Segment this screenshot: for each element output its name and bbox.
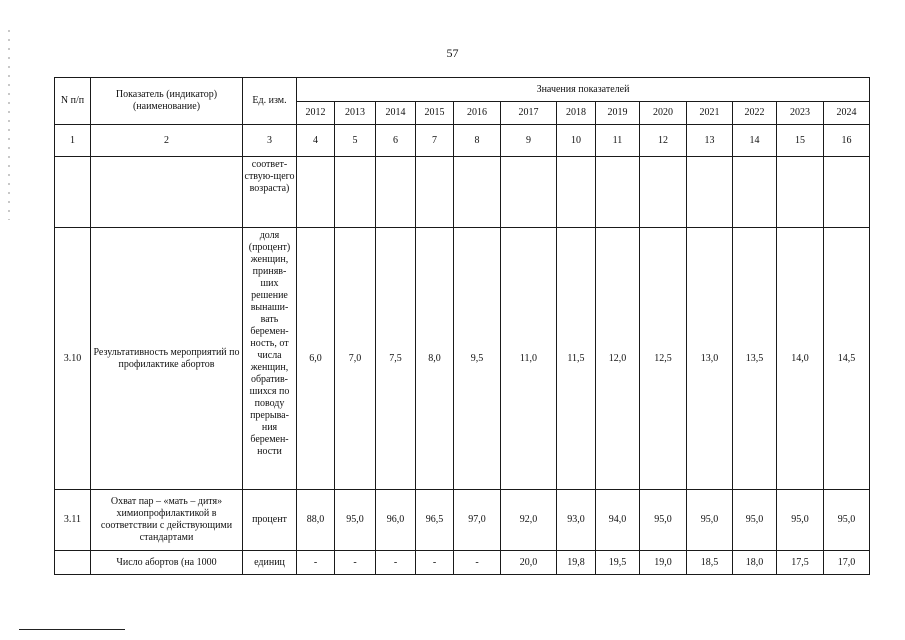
value-cell: 13,5 <box>733 228 777 490</box>
year-cell: 2012 <box>297 102 335 125</box>
value-cell: 96,5 <box>416 490 454 551</box>
value-cell: 12,5 <box>640 228 687 490</box>
row-number: 3.10 <box>55 228 91 490</box>
column-number-cell: 6 <box>376 125 416 157</box>
value-cell <box>416 157 454 228</box>
value-cell: 95,0 <box>777 490 824 551</box>
value-cell: 18,5 <box>687 551 733 575</box>
column-number-cell: 12 <box>640 125 687 157</box>
column-number-cell: 9 <box>501 125 557 157</box>
value-cell <box>335 157 376 228</box>
page-number: 57 <box>446 46 459 60</box>
value-cell <box>824 157 870 228</box>
value-cell: 20,0 <box>501 551 557 575</box>
value-cell: 19,0 <box>640 551 687 575</box>
value-cell: - <box>416 551 454 575</box>
value-cell: 14,0 <box>777 228 824 490</box>
value-cell <box>687 157 733 228</box>
row-indicator-name: Результативность мероприятий по профилактике абортов <box>91 228 243 490</box>
row-indicator-name: Охват пар – «мать – дитя» химиопрофилактикой в соответствии с действующими стандартами <box>91 490 243 551</box>
value-cell <box>297 157 335 228</box>
value-cell: 8,0 <box>416 228 454 490</box>
value-cell: 9,5 <box>454 228 501 490</box>
value-cell: 96,0 <box>376 490 416 551</box>
year-cell: 2016 <box>454 102 501 125</box>
column-number-cell: 4 <box>297 125 335 157</box>
value-cell: 95,0 <box>687 490 733 551</box>
column-number-cell: 11 <box>596 125 640 157</box>
column-number-cell: 14 <box>733 125 777 157</box>
value-cell: 19,8 <box>557 551 596 575</box>
table-row <box>55 157 870 228</box>
value-cell: 18,0 <box>733 551 777 575</box>
value-cell <box>454 157 501 228</box>
value-cell <box>733 157 777 228</box>
column-number-cell: 10 <box>557 125 596 157</box>
value-cell: 7,5 <box>376 228 416 490</box>
year-cell: 2014 <box>376 102 416 125</box>
row-number <box>55 551 91 575</box>
column-number-cell: 16 <box>824 125 870 157</box>
year-cell: 2023 <box>777 102 824 125</box>
value-cell: - <box>297 551 335 575</box>
value-cell: 97,0 <box>454 490 501 551</box>
column-number-cell: 5 <box>335 125 376 157</box>
header-unit: Ед. изм. <box>243 78 297 125</box>
row-indicator-name <box>91 157 243 228</box>
header-col-num: N п/п <box>55 78 91 125</box>
table-row <box>55 228 870 490</box>
row-unit: доля (процент) женщин, приняв-ших решение вынаши-вать беремен-ность, от числа женщин, обратив-шихся по поводу прерыва-ния беремен-ности <box>243 228 297 490</box>
value-cell: 92,0 <box>501 490 557 551</box>
value-cell: 11,5 <box>557 228 596 490</box>
value-cell <box>376 157 416 228</box>
value-cell: 7,0 <box>335 228 376 490</box>
value-cell: 17,5 <box>777 551 824 575</box>
row-unit: единиц <box>243 551 297 575</box>
value-cell: 95,0 <box>733 490 777 551</box>
row-number <box>55 157 91 228</box>
value-cell: 11,0 <box>501 228 557 490</box>
header-indicator: Показатель (индикатор) (наименование) <box>91 78 243 125</box>
value-cell <box>777 157 824 228</box>
value-cell: 12,0 <box>596 228 640 490</box>
value-cell: 94,0 <box>596 490 640 551</box>
header-values-title: Значения показателей <box>297 78 870 102</box>
column-number-cell: 15 <box>777 125 824 157</box>
value-cell: 13,0 <box>687 228 733 490</box>
year-cell: 2019 <box>596 102 640 125</box>
year-cell: 2022 <box>733 102 777 125</box>
year-cell: 2024 <box>824 102 870 125</box>
value-cell <box>596 157 640 228</box>
row-unit: соответ-ствую-щего возраста) <box>243 157 297 228</box>
value-cell: 95,0 <box>824 490 870 551</box>
value-cell <box>557 157 596 228</box>
year-cell: 2021 <box>687 102 733 125</box>
column-number-row <box>55 125 870 157</box>
column-number-cell: 7 <box>416 125 454 157</box>
footnote-separator <box>19 629 125 630</box>
indicators-table <box>54 77 870 575</box>
year-cell: 2013 <box>335 102 376 125</box>
value-cell: 93,0 <box>557 490 596 551</box>
value-cell: 88,0 <box>297 490 335 551</box>
table-row <box>55 490 870 551</box>
column-number-cell: 13 <box>687 125 733 157</box>
row-unit: процент <box>243 490 297 551</box>
column-number-cell: 8 <box>454 125 501 157</box>
value-cell: 14,5 <box>824 228 870 490</box>
value-cell: - <box>454 551 501 575</box>
row-indicator-name: Число абортов (на 1000 <box>91 551 243 575</box>
value-cell: 19,5 <box>596 551 640 575</box>
value-cell <box>501 157 557 228</box>
header-row-1 <box>55 78 870 102</box>
row-number: 3.11 <box>55 490 91 551</box>
value-cell: - <box>376 551 416 575</box>
value-cell: - <box>335 551 376 575</box>
value-cell: 6,0 <box>297 228 335 490</box>
year-cell: 2015 <box>416 102 454 125</box>
year-cell: 2017 <box>501 102 557 125</box>
column-number-cell: 1 <box>55 125 91 157</box>
column-number-cell: 3 <box>243 125 297 157</box>
column-number-cell: 2 <box>91 125 243 157</box>
value-cell: 95,0 <box>640 490 687 551</box>
year-cell: 2020 <box>640 102 687 125</box>
value-cell: 17,0 <box>824 551 870 575</box>
table-row <box>55 551 870 575</box>
value-cell <box>640 157 687 228</box>
year-cell: 2018 <box>557 102 596 125</box>
value-cell: 95,0 <box>335 490 376 551</box>
